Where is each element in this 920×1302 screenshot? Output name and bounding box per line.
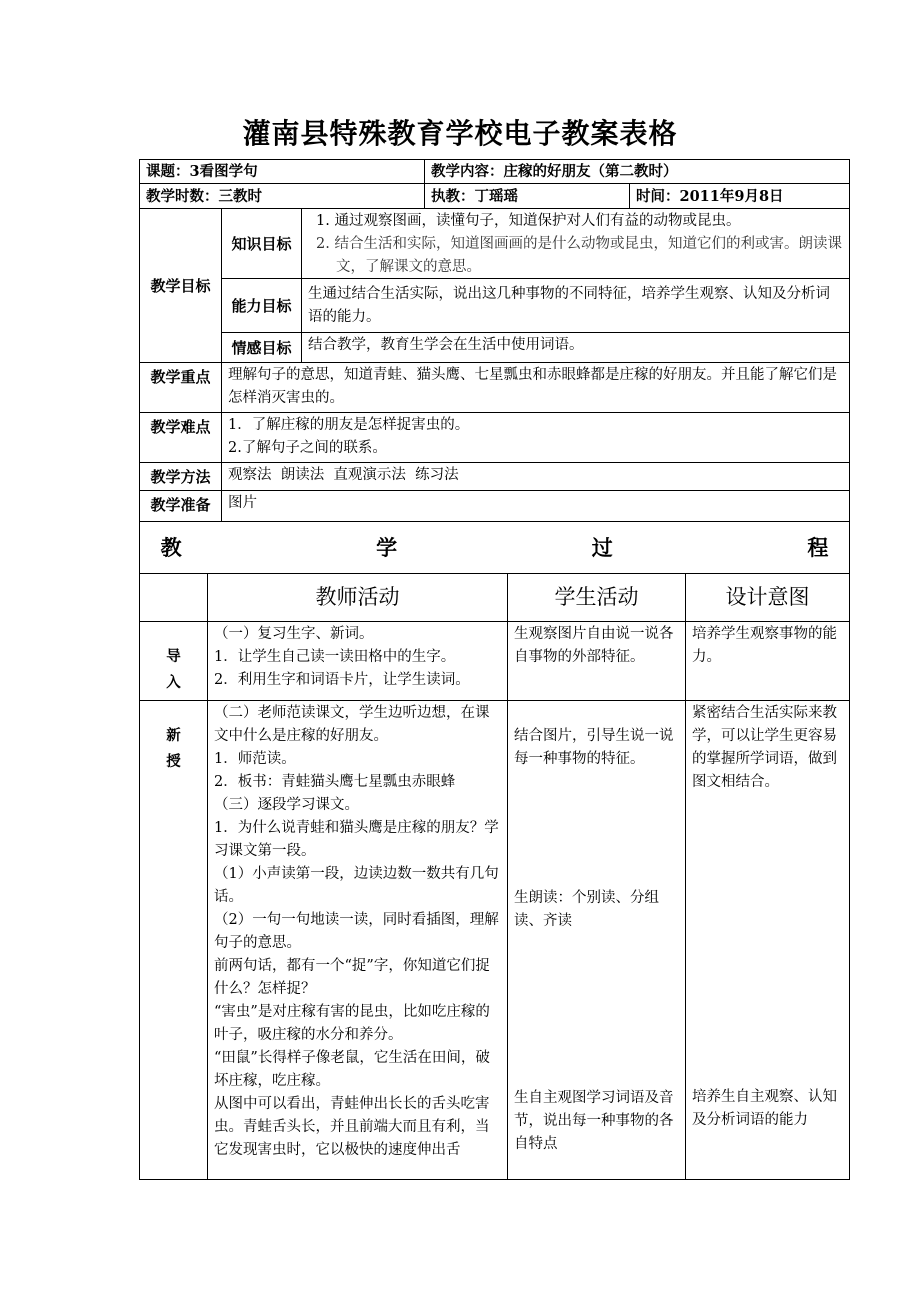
hours-cell: 教学时数：三教时: [139, 183, 425, 209]
topic-cell: 课题：3看图学句: [139, 159, 425, 184]
teacher-activity-cell: [207, 621, 508, 701]
content-cell: 教学内容：庄稼的好朋友（第二教时）: [424, 159, 850, 184]
text-line: 2．利用生字和词语卡片，让学生读词。: [214, 672, 470, 688]
teacher-activity-cell: [207, 700, 508, 1180]
prep-cell: 图片: [221, 490, 850, 522]
text-line: 2．板书：青蛙猫头鹰七星瓢虫赤眼蜂: [214, 774, 456, 790]
text-line: 1．师范读。: [214, 751, 296, 767]
method-cell: 观察法 朗读法 直观演示法 练习法: [221, 462, 850, 491]
page-title: 灌南县特殊教育学校电子教案表格: [242, 117, 678, 150]
ability-cell: 生通过结合生活实际，说出这几种事物的不同特征，培养学生观察、认知及分析词语的能力。: [301, 278, 850, 333]
design-intent-cell: [685, 700, 850, 1180]
text-line: 紧密结合生活实际来教学，可以让学生更容易的掌握所学词语，做到图文相结合。: [692, 705, 837, 790]
text-line: 生自主观图学习词语及音节，说出每一种事物的各自特点: [514, 1090, 674, 1152]
stage-import: 导 入: [139, 621, 208, 701]
teacher-cell: 执教：丁瑶瑶: [424, 183, 630, 209]
student-activity-cell: 生观察图片自由说一说各自事物的外部特征。: [507, 621, 686, 701]
stage-header: [139, 573, 208, 622]
text-line: “田鼠”长得样子像老鼠，它生活在田间，破坏庄稼，吃庄稼。: [214, 1050, 490, 1089]
emotion-label: 情感目标: [221, 332, 302, 363]
knowledge-item: 2. 结合生活和实际，知道图画画的是什么动物或昆虫，知道它们的利或害。朗读课文，了解课文的意思。: [316, 236, 842, 275]
difficulty-line: 1．了解庄稼的朋友是怎样捉害虫的。: [228, 417, 470, 433]
difficulty-label: 教学难点: [139, 412, 222, 463]
difficulty-cell: [221, 412, 850, 463]
text-line: （2）一句一句地读一读，同时看插图，理解句子的意思。: [214, 912, 499, 951]
date-cell: 时间：2011年9月8日: [629, 183, 850, 209]
text-line: （二）老师范读课文，学生边听边想，在课文中什么是庄稼的好朋友。: [214, 705, 490, 744]
teacher-activity-header: 教师活动: [207, 573, 508, 622]
method-label: 教学方法: [139, 462, 222, 491]
text-line: 结合图片，引导生说一说每一种事物的特征。: [514, 728, 674, 767]
key-label: 教学重点: [139, 362, 222, 413]
student-activity-header: 学生活动: [507, 573, 686, 622]
knowledge-cell: [301, 208, 850, 279]
prep-label: 教学准备: [139, 490, 222, 522]
text-line: 前两句话，都有一个“捉”字，你知道它们捉什么？怎样捉？: [214, 958, 490, 997]
knowledge-label: 知识目标: [221, 208, 302, 279]
design-intent-cell: 培养学生观察事物的能力。: [685, 621, 850, 701]
stage-new-lesson: 新 授: [139, 700, 208, 1180]
ability-label: 能力目标: [221, 278, 302, 333]
difficulty-line: 2.了解句子之间的联系。: [228, 440, 387, 456]
process-heading: 教 学 过 程: [139, 521, 850, 574]
text-line: 1．为什么说青蛙和猫头鹰是庄稼的朋友？学习课文第一段。: [214, 820, 499, 859]
knowledge-item: 1. 通过观察图画，读懂句子，知道保护对人们有益的动物或昆虫。: [316, 213, 741, 229]
objectives-label: 教学目标: [139, 208, 222, 363]
text-line: 生朗读：个别读、分组读、齐读: [514, 890, 659, 929]
text-line: 1．让学生自己读一读田格中的生字。: [214, 649, 456, 665]
emotion-cell: 结合教学，教育生学会在生活中使用词语。: [301, 332, 850, 363]
student-activity-cell: [507, 700, 686, 1180]
text-line: “害虫”是对庄稼有害的昆虫，比如吃庄稼的叶子，吸庄稼的水分和养分。: [214, 1004, 490, 1043]
key-cell: 理解句子的意思，知道青蛙、猫头鹰、七星瓢虫和赤眼蜂都是庄稼的好朋友。并且能了解它们是怎样消灭害虫的。: [221, 362, 850, 413]
text-line: （一）复习生字、新词。: [214, 626, 374, 642]
text-line: 从图中可以看出，青蛙伸出长长的舌头吃害虫。青蛙舌头长，并且前端大而且有利，当它发现害虫时，它以极快的速度伸出舌: [214, 1096, 490, 1158]
design-intent-header: 设计意图: [685, 573, 850, 622]
text-line: （三）逐段学习课文。: [214, 797, 359, 813]
text-line: 培养生自主观察、认知及分析词语的能力: [692, 1089, 837, 1128]
text-line: （1）小声读第一段，边读边数一数共有几句话。: [214, 866, 499, 905]
